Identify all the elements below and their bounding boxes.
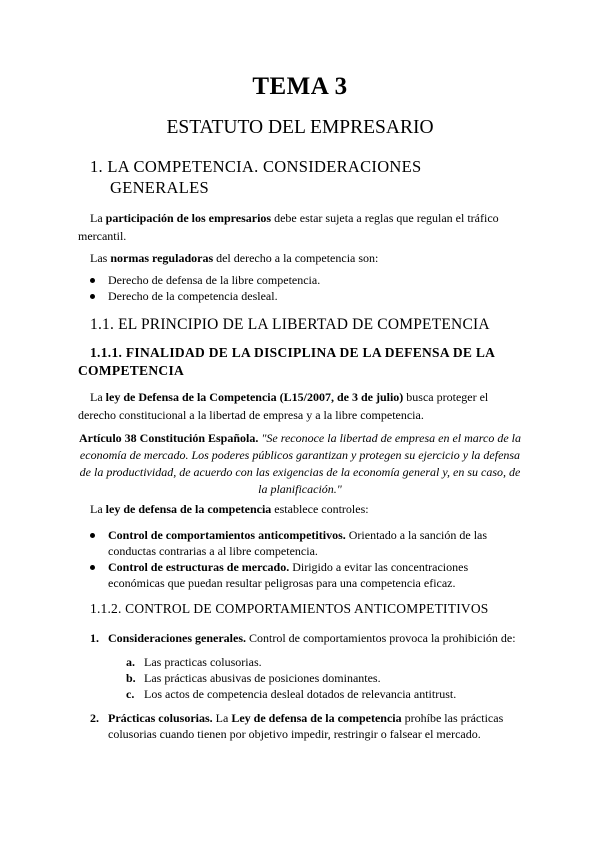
text-run: prohíbe las prácticas	[401, 711, 504, 725]
bold-run: participación de los empresarios	[105, 211, 272, 225]
text-run: debe estar sujeta a reglas que regulan el tráfico	[271, 211, 499, 225]
text-run: La	[212, 711, 232, 725]
section-1-1-1-paragraph-2	[90, 500, 369, 518]
bold-run: normas reguladoras	[110, 251, 214, 265]
page-subtitle: ESTATUTO DEL EMPRESARIO	[166, 117, 434, 138]
sub-item: Los actos de competencia desleal dotados de relevancia antitrust.	[144, 687, 457, 701]
quote-text: la planificación."	[258, 482, 342, 496]
item-number: 1.	[90, 631, 99, 645]
text-run: Dirigido a evitar las concentraciones	[289, 560, 469, 574]
bullet-dot	[90, 533, 95, 538]
section-1-1-1-paragraph-1-line2: derecho constitucional a la libertad de empresa y a la libre competencia.	[78, 408, 424, 422]
constitution-quote	[78, 430, 522, 498]
bold-run: Ley de defensa de la competencia	[231, 711, 402, 725]
section-1-1-1-heading-line1: 1.1.1. FINALIDAD DE LA DISCIPLINA DE LA DEFENSA DE LA	[90, 345, 496, 360]
section-1-1-2-heading: 1.1.2. CONTROL DE COMPORTAMIENTOS ANTICOMPETITIVOS	[90, 601, 489, 616]
section-1-heading-line1: 1. LA COMPETENCIA. CONSIDERACIONES	[90, 157, 422, 176]
bold-run: Prácticas colusorias.	[108, 711, 213, 725]
bold-run: ley de Defensa de la Competencia (L15/2007, de 3 de julio)	[105, 390, 404, 404]
sub-item: Las practicas colusorias.	[144, 655, 262, 669]
text-run: La	[90, 390, 106, 404]
bullet-dot	[90, 278, 95, 283]
item-letter: a.	[126, 655, 135, 669]
text-run: Orientado a la sanción de las	[345, 528, 488, 542]
quote-source: Artículo 38 Constitución Española.	[79, 431, 259, 445]
item-letter: c.	[126, 687, 135, 701]
numbered-item-2-line2: colusorias cuando tienen por objetivo impedir, restringir o falsear el mercado.	[108, 727, 481, 741]
text-run: Control de comportamientos provoca la prohibición de:	[245, 631, 516, 645]
list-item: Derecho de defensa de la libre competencia.	[108, 273, 321, 287]
numbered-item-1	[90, 629, 99, 647]
sub-item: Las prácticas abusivas de posiciones dominantes.	[144, 671, 381, 685]
text-run: La	[90, 211, 106, 225]
quote-text: economía de mercado. Los poderes públicos garantizan y protegen su ejercicio y la defensa	[79, 448, 521, 462]
text-run: Las	[90, 251, 111, 265]
section-1-paragraph-2	[90, 249, 378, 267]
bullet-dot	[90, 565, 95, 570]
bold-run: Consideraciones generales.	[108, 631, 246, 645]
list-item-line2: económicas que puedan resultar peligrosas para una competencia eficaz.	[108, 576, 456, 590]
item-letter: b.	[126, 671, 136, 685]
text-run: establece controles:	[271, 502, 369, 516]
list-item	[108, 559, 468, 575]
list-item: Derecho de la competencia desleal.	[108, 289, 278, 303]
bold-run: Control de comportamientos anticompetitivos.	[108, 528, 346, 542]
bold-run: ley de defensa de la competencia	[105, 502, 272, 516]
item-number: 2.	[90, 711, 99, 725]
section-1-paragraph-1	[90, 209, 499, 227]
list-item-line2: conductas contrarias a al libre competencia.	[108, 544, 318, 558]
section-1-1-1-heading-line2: COMPETENCIA	[78, 363, 185, 378]
text-run: busca proteger el	[403, 390, 489, 404]
numbered-item-1-text	[108, 629, 516, 647]
section-1-heading-line2: GENERALES	[110, 178, 209, 197]
page-title: TEMA 3	[252, 73, 348, 100]
sub-item-letter	[126, 670, 136, 686]
sub-item-letter	[126, 654, 135, 670]
quote-text: "Se reconoce la libertad de empresa en el marco de la	[258, 431, 521, 445]
quote-text: de la productividad, de acuerdo con las exigencias de la economía general y, en su caso, de	[79, 465, 521, 479]
bold-run: Control de estructuras de mercado.	[108, 560, 290, 574]
section-1-1-heading: 1.1. EL PRINCIPIO DE LA LIBERTAD DE COMPETENCIA	[90, 316, 490, 333]
sub-item-letter	[126, 686, 134, 702]
list-item	[108, 527, 487, 543]
text-run: La	[90, 502, 106, 516]
text-run: del derecho a la competencia son:	[213, 251, 379, 265]
section-1-1-1-paragraph-1	[90, 388, 488, 406]
numbered-item-2	[90, 709, 99, 727]
section-1-paragraph-1-line2: mercantil.	[78, 229, 127, 243]
bullet-dot	[90, 294, 95, 299]
